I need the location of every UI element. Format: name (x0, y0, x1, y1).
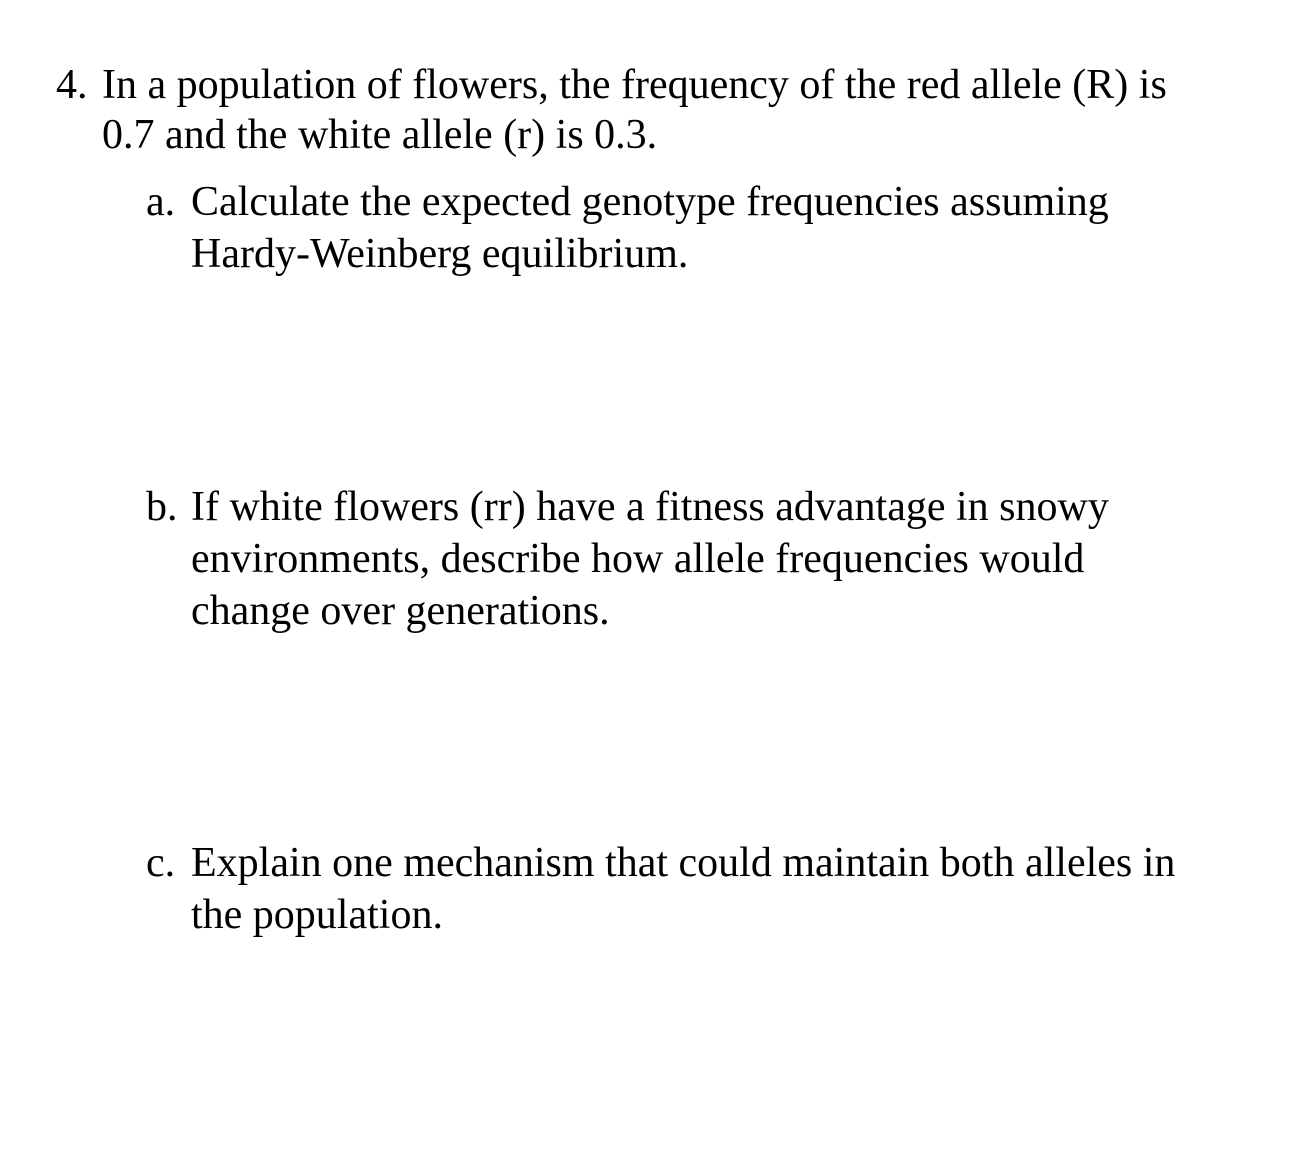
part-b-letter: b. (146, 484, 178, 530)
part-c (146, 837, 1206, 941)
question-text: In a population of flowers, the frequency of the red allele (R) is 0.7 and the white allele (r) is 0.3. (102, 62, 1167, 158)
part-a-letter: a. (146, 179, 176, 225)
part-c-text: Explain one mechanism that could maintain both alleles in the population. (191, 840, 1176, 938)
part-c-letter: c. (146, 840, 176, 886)
question-number: 4. (56, 62, 88, 108)
part-a (146, 176, 1206, 280)
part-b (146, 481, 1206, 637)
question-4 (56, 60, 1236, 160)
part-a-text: Calculate the expected genotype frequencies assuming Hardy-Weinberg equilibrium. (191, 179, 1109, 277)
question-stem (56, 60, 1236, 160)
part-b-text: If white flowers (rr) have a fitness advantage in snowy environments, describe how allele frequencies would change over generations. (191, 484, 1109, 634)
